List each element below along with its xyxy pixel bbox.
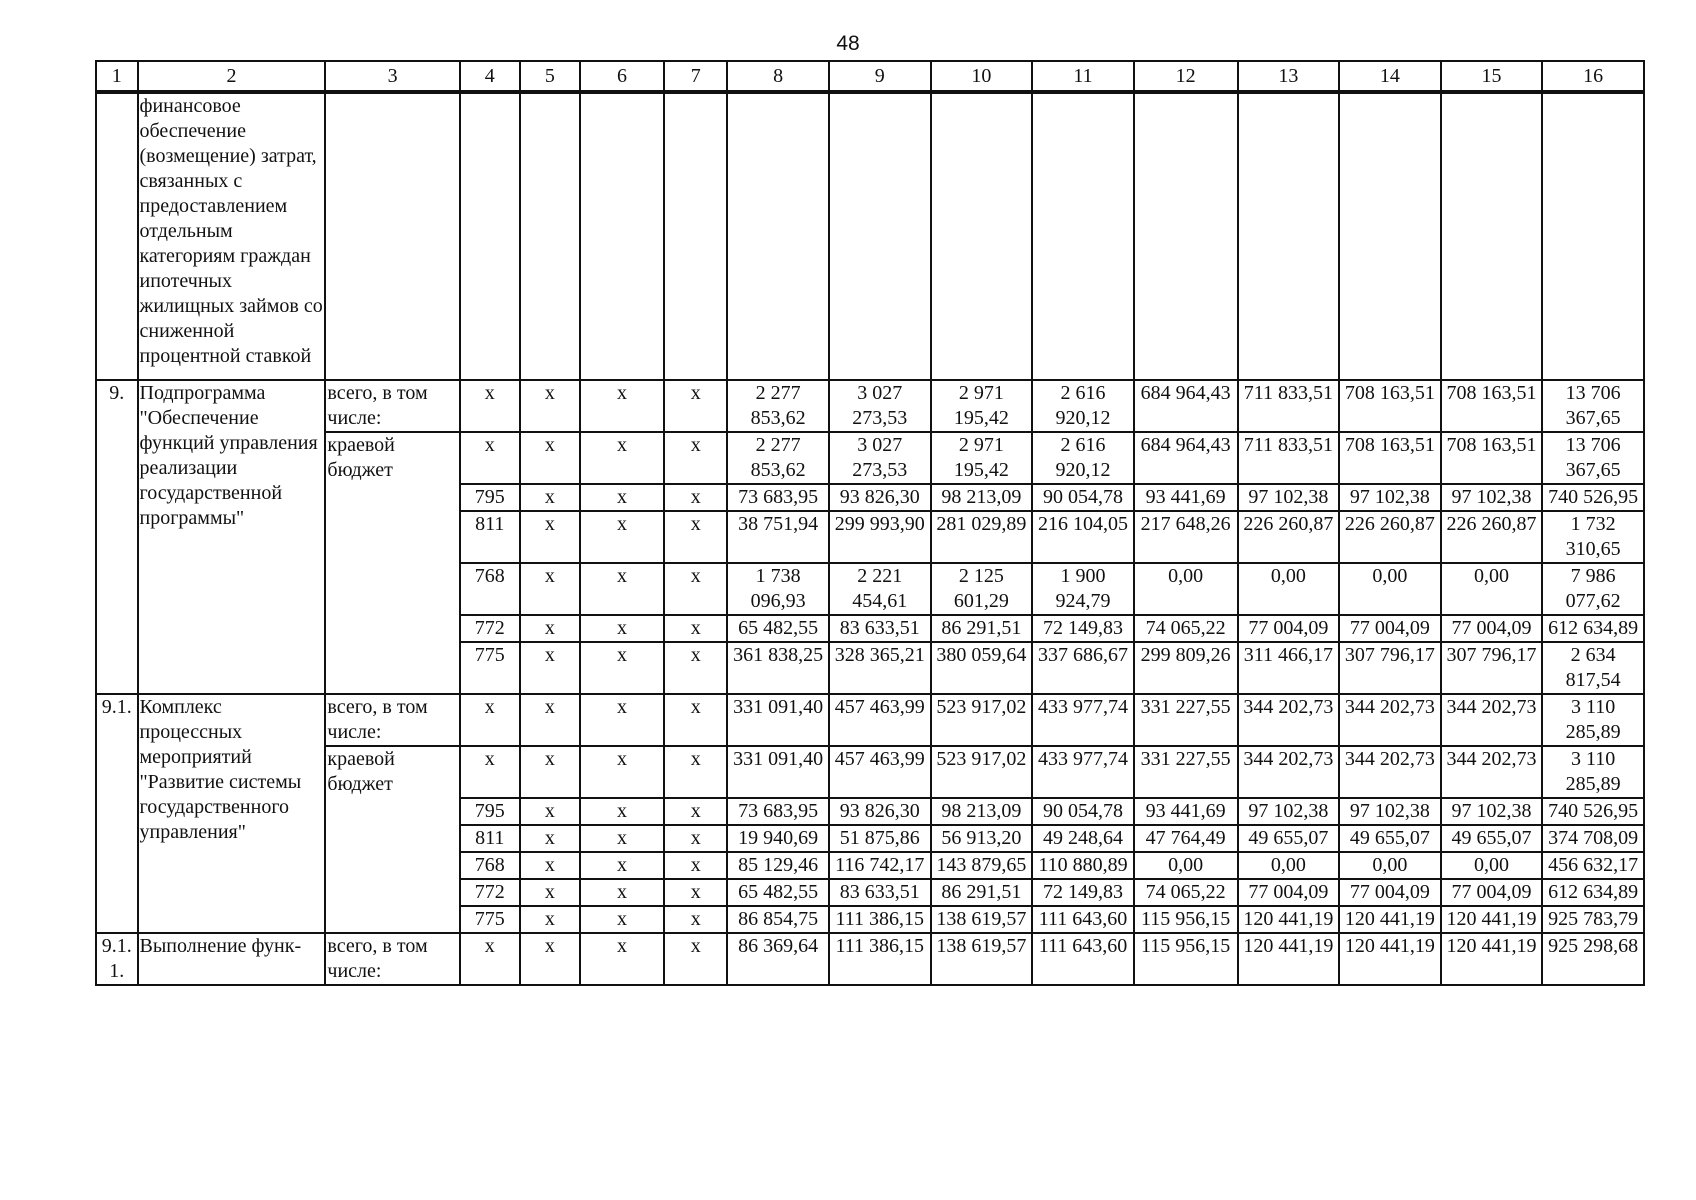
code-cell: х bbox=[580, 798, 664, 825]
amount-cell: 13 706 367,65 bbox=[1542, 380, 1644, 432]
funding-source: краевой бюджет bbox=[325, 432, 459, 694]
amount-cell: 433 977,74 bbox=[1032, 746, 1134, 798]
cont-empty-cell bbox=[1441, 92, 1543, 380]
amount-cell: 83 633,51 bbox=[829, 879, 931, 906]
cont-empty-cell bbox=[664, 92, 727, 380]
amount-cell: 72 149,83 bbox=[1032, 615, 1134, 642]
code-cell: х bbox=[664, 906, 727, 933]
code-cell: 795 bbox=[460, 484, 520, 511]
amount-cell: 49 248,64 bbox=[1032, 825, 1134, 852]
amount-cell: 217 648,26 bbox=[1134, 511, 1238, 563]
amount-cell: 3 027 273,53 bbox=[829, 432, 931, 484]
amount-cell: 13 706 367,65 bbox=[1542, 432, 1644, 484]
amount-cell: 0,00 bbox=[1339, 563, 1441, 615]
header-cell: 7 bbox=[664, 61, 727, 92]
code-cell: х bbox=[580, 380, 664, 432]
code-cell: 811 bbox=[460, 825, 520, 852]
header-cell: 4 bbox=[460, 61, 520, 92]
cont-empty-cell bbox=[580, 92, 664, 380]
amount-cell: 331 091,40 bbox=[727, 694, 829, 746]
amount-cell: 90 054,78 bbox=[1032, 484, 1134, 511]
amount-cell: 111 386,15 bbox=[829, 906, 931, 933]
amount-cell: 77 004,09 bbox=[1339, 615, 1441, 642]
amount-cell: 523 917,02 bbox=[931, 694, 1033, 746]
amount-cell: 925 783,79 bbox=[1542, 906, 1644, 933]
amount-cell: 86 291,51 bbox=[931, 615, 1033, 642]
code-cell: 768 bbox=[460, 563, 520, 615]
header-cell: 15 bbox=[1441, 61, 1543, 92]
amount-cell: 93 441,69 bbox=[1134, 484, 1238, 511]
amount-cell: 138 619,57 bbox=[931, 906, 1033, 933]
amount-cell: 120 441,19 bbox=[1238, 906, 1340, 933]
code-cell: х bbox=[520, 511, 580, 563]
page-number: 48 bbox=[836, 32, 860, 55]
amount-cell: 97 102,38 bbox=[1238, 484, 1340, 511]
header-cell: 1 bbox=[96, 61, 138, 92]
code-cell: х bbox=[580, 825, 664, 852]
table-row bbox=[96, 933, 1644, 985]
code-cell: 772 bbox=[460, 615, 520, 642]
code-cell: х bbox=[664, 746, 727, 798]
code-cell: х bbox=[664, 642, 727, 694]
amount-cell: 111 643,60 bbox=[1032, 906, 1134, 933]
amount-cell: 120 441,19 bbox=[1238, 933, 1340, 985]
code-cell: х bbox=[580, 852, 664, 879]
amount-cell: 0,00 bbox=[1441, 852, 1543, 879]
amount-cell: 72 149,83 bbox=[1032, 879, 1134, 906]
code-cell: х bbox=[580, 879, 664, 906]
budget-table bbox=[95, 60, 1645, 986]
header-cell: 3 bbox=[325, 61, 459, 92]
row-name: Подпрограмма "Обеспечение функций управления реализации государственной программы" bbox=[138, 380, 326, 694]
amount-cell: 93 826,30 bbox=[829, 484, 931, 511]
amount-cell: 711 833,51 bbox=[1238, 380, 1340, 432]
cont-num-cell bbox=[96, 92, 138, 380]
code-cell: х bbox=[580, 511, 664, 563]
funding-source: всего, в том числе: bbox=[325, 933, 459, 985]
code-cell: х bbox=[664, 511, 727, 563]
amount-cell: 115 956,15 bbox=[1134, 933, 1238, 985]
amount-cell: 77 004,09 bbox=[1441, 879, 1543, 906]
cont-empty-cell bbox=[931, 92, 1033, 380]
amount-cell: 138 619,57 bbox=[931, 933, 1033, 985]
cont-name-cell: финансовое обеспечение (возмещение) затрат, связанных с предоставлением отдельным категориям граждан ипотечных жилищных займов со сниженной процентной ставкой bbox=[138, 92, 326, 380]
cont-empty-cell bbox=[829, 92, 931, 380]
amount-cell: 65 482,55 bbox=[727, 615, 829, 642]
code-cell: х bbox=[664, 933, 727, 985]
code-cell: х bbox=[580, 694, 664, 746]
header-cell: 10 bbox=[931, 61, 1033, 92]
amount-cell: 49 655,07 bbox=[1339, 825, 1441, 852]
amount-cell: 433 977,74 bbox=[1032, 694, 1134, 746]
amount-cell: 93 826,30 bbox=[829, 798, 931, 825]
code-cell: 811 bbox=[460, 511, 520, 563]
amount-cell: 708 163,51 bbox=[1441, 380, 1543, 432]
amount-cell: 83 633,51 bbox=[829, 615, 931, 642]
code-cell: х bbox=[580, 563, 664, 615]
cont-empty-cell bbox=[1134, 92, 1238, 380]
amount-cell: 684 964,43 bbox=[1134, 432, 1238, 484]
code-cell: х bbox=[580, 906, 664, 933]
amount-cell: 98 213,09 bbox=[931, 798, 1033, 825]
amount-cell: 344 202,73 bbox=[1441, 694, 1543, 746]
amount-cell: 708 163,51 bbox=[1339, 380, 1441, 432]
table-row bbox=[96, 746, 1644, 798]
table-body bbox=[96, 61, 1644, 985]
amount-cell: 73 683,95 bbox=[727, 484, 829, 511]
amount-cell: 111 643,60 bbox=[1032, 933, 1134, 985]
amount-cell: 708 163,51 bbox=[1441, 432, 1543, 484]
amount-cell: 1 900 924,79 bbox=[1032, 563, 1134, 615]
code-cell: х bbox=[460, 380, 520, 432]
row-number: 9. bbox=[96, 380, 138, 694]
amount-cell: 612 634,89 bbox=[1542, 615, 1644, 642]
amount-cell: 49 655,07 bbox=[1238, 825, 1340, 852]
header-cell: 11 bbox=[1032, 61, 1134, 92]
amount-cell: 456 632,17 bbox=[1542, 852, 1644, 879]
cont-empty-cell bbox=[1339, 92, 1441, 380]
amount-cell: 3 110 285,89 bbox=[1542, 746, 1644, 798]
code-cell: х bbox=[460, 432, 520, 484]
row-number: 9.1.1. bbox=[96, 933, 138, 985]
code-cell: 775 bbox=[460, 642, 520, 694]
code-cell: х bbox=[460, 694, 520, 746]
code-cell: х bbox=[460, 933, 520, 985]
amount-cell: 337 686,67 bbox=[1032, 642, 1134, 694]
amount-cell: 90 054,78 bbox=[1032, 798, 1134, 825]
amount-cell: 2 971 195,42 bbox=[931, 432, 1033, 484]
amount-cell: 116 742,17 bbox=[829, 852, 931, 879]
code-cell: х bbox=[520, 563, 580, 615]
code-cell: х bbox=[580, 615, 664, 642]
amount-cell: 3 110 285,89 bbox=[1542, 694, 1644, 746]
amount-cell: 281 029,89 bbox=[931, 511, 1033, 563]
amount-cell: 380 059,64 bbox=[931, 642, 1033, 694]
header-cell: 2 bbox=[138, 61, 326, 92]
amount-cell: 684 964,43 bbox=[1134, 380, 1238, 432]
amount-cell: 115 956,15 bbox=[1134, 906, 1238, 933]
amount-cell: 457 463,99 bbox=[829, 694, 931, 746]
header-cell: 16 bbox=[1542, 61, 1644, 92]
cont-empty-cell bbox=[460, 92, 520, 380]
amount-cell: 97 102,38 bbox=[1339, 484, 1441, 511]
amount-cell: 457 463,99 bbox=[829, 746, 931, 798]
amount-cell: 19 940,69 bbox=[727, 825, 829, 852]
code-cell: х bbox=[520, 906, 580, 933]
code-cell: х bbox=[580, 746, 664, 798]
amount-cell: 2 277 853,62 bbox=[727, 432, 829, 484]
amount-cell: 1 738 096,93 bbox=[727, 563, 829, 615]
header-cell: 5 bbox=[520, 61, 580, 92]
continuation-row bbox=[96, 92, 1644, 380]
code-cell: х bbox=[520, 852, 580, 879]
amount-cell: 85 129,46 bbox=[727, 852, 829, 879]
amount-cell: 523 917,02 bbox=[931, 746, 1033, 798]
cont-empty-cell bbox=[1238, 92, 1340, 380]
code-cell: х bbox=[664, 563, 727, 615]
cont-empty-cell bbox=[520, 92, 580, 380]
amount-cell: 3 027 273,53 bbox=[829, 380, 931, 432]
amount-cell: 344 202,73 bbox=[1339, 746, 1441, 798]
amount-cell: 98 213,09 bbox=[931, 484, 1033, 511]
amount-cell: 74 065,22 bbox=[1134, 879, 1238, 906]
cont-empty-cell bbox=[1542, 92, 1644, 380]
table-row bbox=[96, 694, 1644, 746]
code-cell: х bbox=[664, 615, 727, 642]
amount-cell: 56 913,20 bbox=[931, 825, 1033, 852]
amount-cell: 307 796,17 bbox=[1339, 642, 1441, 694]
code-cell: х bbox=[520, 642, 580, 694]
amount-cell: 299 809,26 bbox=[1134, 642, 1238, 694]
row-name: Выполнение функ- bbox=[138, 933, 326, 985]
code-cell: 795 bbox=[460, 798, 520, 825]
funding-source: всего, в том числе: bbox=[325, 380, 459, 432]
amount-cell: 111 386,15 bbox=[829, 933, 931, 985]
code-cell: х bbox=[664, 825, 727, 852]
code-cell: х bbox=[580, 642, 664, 694]
amount-cell: 331 227,55 bbox=[1134, 694, 1238, 746]
amount-cell: 344 202,73 bbox=[1238, 694, 1340, 746]
amount-cell: 120 441,19 bbox=[1441, 906, 1543, 933]
code-cell: х bbox=[580, 933, 664, 985]
code-cell: х bbox=[580, 432, 664, 484]
amount-cell: 77 004,09 bbox=[1238, 879, 1340, 906]
amount-cell: 73 683,95 bbox=[727, 798, 829, 825]
amount-cell: 2 277 853,62 bbox=[727, 380, 829, 432]
code-cell: х bbox=[580, 484, 664, 511]
header-cell: 12 bbox=[1134, 61, 1238, 92]
amount-cell: 2 616 920,12 bbox=[1032, 432, 1134, 484]
amount-cell: 299 993,90 bbox=[829, 511, 931, 563]
amount-cell: 740 526,95 bbox=[1542, 798, 1644, 825]
amount-cell: 0,00 bbox=[1134, 563, 1238, 615]
code-cell: х bbox=[520, 380, 580, 432]
cont-empty-cell bbox=[325, 92, 459, 380]
amount-cell: 77 004,09 bbox=[1441, 615, 1543, 642]
amount-cell: 7 986 077,62 bbox=[1542, 563, 1644, 615]
amount-cell: 0,00 bbox=[1238, 852, 1340, 879]
amount-cell: 2 634 817,54 bbox=[1542, 642, 1644, 694]
amount-cell: 344 202,73 bbox=[1339, 694, 1441, 746]
amount-cell: 110 880,89 bbox=[1032, 852, 1134, 879]
amount-cell: 143 879,65 bbox=[931, 852, 1033, 879]
table-row bbox=[96, 432, 1644, 484]
amount-cell: 86 291,51 bbox=[931, 879, 1033, 906]
amount-cell: 2 971 195,42 bbox=[931, 380, 1033, 432]
amount-cell: 1 732 310,65 bbox=[1542, 511, 1644, 563]
amount-cell: 2 616 920,12 bbox=[1032, 380, 1134, 432]
code-cell: х bbox=[520, 432, 580, 484]
amount-cell: 216 104,05 bbox=[1032, 511, 1134, 563]
amount-cell: 2 125 601,29 bbox=[931, 563, 1033, 615]
amount-cell: 93 441,69 bbox=[1134, 798, 1238, 825]
amount-cell: 361 838,25 bbox=[727, 642, 829, 694]
header-cell: 6 bbox=[580, 61, 664, 92]
code-cell: х bbox=[664, 694, 727, 746]
amount-cell: 331 227,55 bbox=[1134, 746, 1238, 798]
header-cell: 9 bbox=[829, 61, 931, 92]
funding-source: краевой бюджет bbox=[325, 746, 459, 933]
cont-empty-cell bbox=[1032, 92, 1134, 380]
code-cell: х bbox=[520, 825, 580, 852]
amount-cell: 49 655,07 bbox=[1441, 825, 1543, 852]
code-cell: х bbox=[520, 879, 580, 906]
amount-cell: 226 260,87 bbox=[1441, 511, 1543, 563]
header-cell: 13 bbox=[1238, 61, 1340, 92]
amount-cell: 47 764,49 bbox=[1134, 825, 1238, 852]
amount-cell: 226 260,87 bbox=[1339, 511, 1441, 563]
amount-cell: 120 441,19 bbox=[1441, 933, 1543, 985]
amount-cell: 97 102,38 bbox=[1238, 798, 1340, 825]
amount-cell: 711 833,51 bbox=[1238, 432, 1340, 484]
amount-cell: 97 102,38 bbox=[1339, 798, 1441, 825]
header-cell: 14 bbox=[1339, 61, 1441, 92]
amount-cell: 226 260,87 bbox=[1238, 511, 1340, 563]
table-row bbox=[96, 380, 1644, 432]
header-row bbox=[96, 61, 1644, 92]
code-cell: х bbox=[664, 879, 727, 906]
code-cell: х bbox=[664, 484, 727, 511]
amount-cell: 740 526,95 bbox=[1542, 484, 1644, 511]
amount-cell: 311 466,17 bbox=[1238, 642, 1340, 694]
row-number: 9.1. bbox=[96, 694, 138, 933]
amount-cell: 344 202,73 bbox=[1441, 746, 1543, 798]
code-cell: х bbox=[664, 432, 727, 484]
amount-cell: 38 751,94 bbox=[727, 511, 829, 563]
code-cell: х bbox=[520, 615, 580, 642]
amount-cell: 0,00 bbox=[1339, 852, 1441, 879]
amount-cell: 328 365,21 bbox=[829, 642, 931, 694]
amount-cell: 307 796,17 bbox=[1441, 642, 1543, 694]
amount-cell: 331 091,40 bbox=[727, 746, 829, 798]
row-name: Комплекс процессных мероприятий "Развитие системы государственного управления" bbox=[138, 694, 326, 933]
amount-cell: 74 065,22 bbox=[1134, 615, 1238, 642]
code-cell: х bbox=[664, 852, 727, 879]
code-cell: х bbox=[664, 798, 727, 825]
code-cell: х bbox=[520, 746, 580, 798]
amount-cell: 77 004,09 bbox=[1238, 615, 1340, 642]
amount-cell: 77 004,09 bbox=[1339, 879, 1441, 906]
code-cell: х bbox=[520, 484, 580, 511]
amount-cell: 86 369,64 bbox=[727, 933, 829, 985]
amount-cell: 86 854,75 bbox=[727, 906, 829, 933]
amount-cell: 2 221 454,61 bbox=[829, 563, 931, 615]
amount-cell: 51 875,86 bbox=[829, 825, 931, 852]
code-cell: 768 bbox=[460, 852, 520, 879]
amount-cell: 0,00 bbox=[1441, 563, 1543, 615]
code-cell: 775 bbox=[460, 906, 520, 933]
cont-empty-cell bbox=[727, 92, 829, 380]
amount-cell: 120 441,19 bbox=[1339, 906, 1441, 933]
code-cell: х bbox=[664, 380, 727, 432]
header-cell: 8 bbox=[727, 61, 829, 92]
code-cell: х bbox=[520, 933, 580, 985]
funding-source: всего, в том числе: bbox=[325, 694, 459, 746]
code-cell: 772 bbox=[460, 879, 520, 906]
amount-cell: 0,00 bbox=[1238, 563, 1340, 615]
amount-cell: 65 482,55 bbox=[727, 879, 829, 906]
code-cell: х bbox=[520, 798, 580, 825]
amount-cell: 97 102,38 bbox=[1441, 798, 1543, 825]
amount-cell: 925 298,68 bbox=[1542, 933, 1644, 985]
amount-cell: 344 202,73 bbox=[1238, 746, 1340, 798]
amount-cell: 708 163,51 bbox=[1339, 432, 1441, 484]
amount-cell: 0,00 bbox=[1134, 852, 1238, 879]
code-cell: х bbox=[460, 746, 520, 798]
amount-cell: 374 708,09 bbox=[1542, 825, 1644, 852]
amount-cell: 97 102,38 bbox=[1441, 484, 1543, 511]
amount-cell: 120 441,19 bbox=[1339, 933, 1441, 985]
amount-cell: 612 634,89 bbox=[1542, 879, 1644, 906]
code-cell: х bbox=[520, 694, 580, 746]
